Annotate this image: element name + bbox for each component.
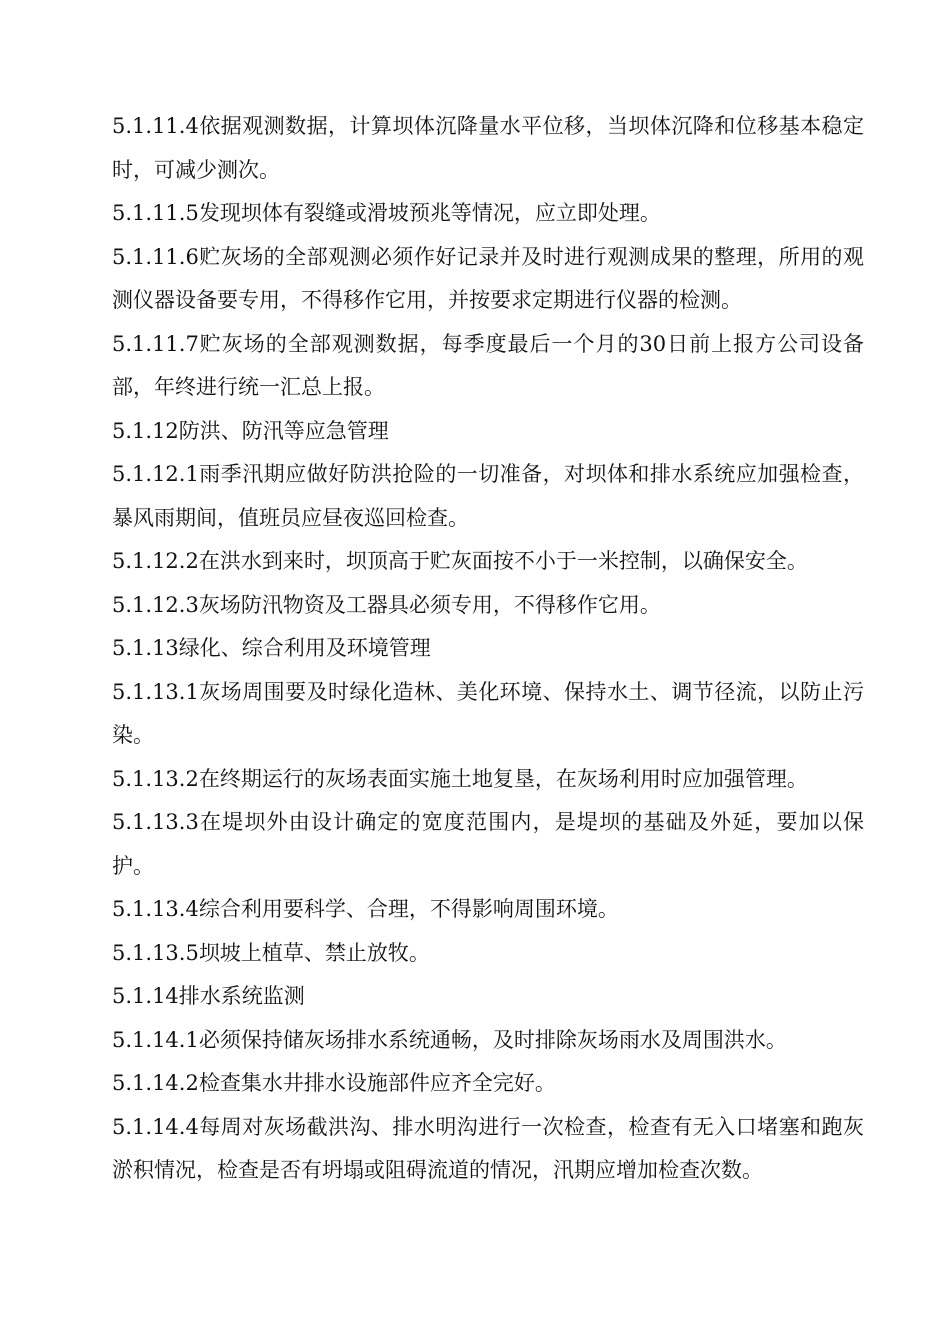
section-heading-5-1-14: 5.1.14排水系统监测 (112, 984, 305, 1008)
paragraph-5-1-13-3: 5.1.13.3在堤坝外由设计确定的宽度范围内，是堤坝的基础及外延，要加以保护。 (112, 810, 864, 878)
paragraph-5-1-13-2: 5.1.13.2在终期运行的灰场表面实施土地复垦，在灰场利用时应加强管理。 (112, 766, 808, 791)
paragraph-5-1-13-4: 5.1.13.4综合利用要科学、合理，不得影响周围环境。 (112, 897, 619, 921)
paragraph-5-1-14-1: 5.1.14.1必须保持储灰场排水系统通畅，及时排除灰场雨水及周围洪水。 (112, 1027, 787, 1052)
paragraph-5-1-11-6: 5.1.11.6贮灰场的全部观测必须作好记录并及时进行观测成果的整理，所用的观测仪器设备要专用，不得移作它用，并按要求定期进行仪器的检测。 (112, 244, 864, 312)
paragraph-5-1-12-2: 5.1.12.2在洪水到来时，坝顶高于贮灰面按不小于一米控制，以确保安全。 (112, 549, 808, 573)
paragraph-5-1-14-4: 5.1.14.4每周对灰场截洪沟、排水明沟进行一次检查，检查有无入口堵塞和跑灰淤积情况，检查是否有坍塌或阻碍流道的情况，汛期应增加检查次数。 (112, 1114, 864, 1182)
paragraph-5-1-12-1: 5.1.12.1雨季汛期应做好防洪抢险的一切准备，对坝体和排水系统应加强检查，暴风雨期间，值班员应昼夜巡回检查。 (112, 462, 864, 530)
paragraph-5-1-14-2: 5.1.14.2检查集水井排水设施部件应齐全完好。 (112, 1071, 556, 1095)
section-heading-5-1-12: 5.1.12防洪、防汛等应急管理 (112, 418, 389, 443)
document-body (112, 105, 864, 1193)
paragraph-5-1-13-1: 5.1.13.1灰场周围要及时绿化造林、美化环境、保持水土、调节径流，以防止污染。 (112, 679, 864, 747)
paragraph-5-1-11-5: 5.1.11.5发现坝体有裂缝或滑坡预兆等情况，应立即处理。 (112, 201, 661, 225)
section-heading-5-1-13: 5.1.13绿化、综合利用及环境管理 (112, 636, 431, 660)
paragraph-5-1-11-7: 5.1.11.7贮灰场的全部观测数据，每季度最后一个月的30日前上报方公司设备部，年终进行统一汇总上报。 (112, 331, 864, 399)
paragraph-5-1-13-5: 5.1.13.5坝坡上植草、禁止放牧。 (112, 940, 430, 965)
paragraph-5-1-12-3: 5.1.12.3灰场防汛物资及工器具必须专用，不得移作它用。 (112, 592, 661, 617)
paragraph-5-1-11-4: 5.1.11.4依据观测数据，计算坝体沉降量水平位移，当坝体沉降和位移基本稳定时，可减少测次。 (112, 114, 864, 182)
